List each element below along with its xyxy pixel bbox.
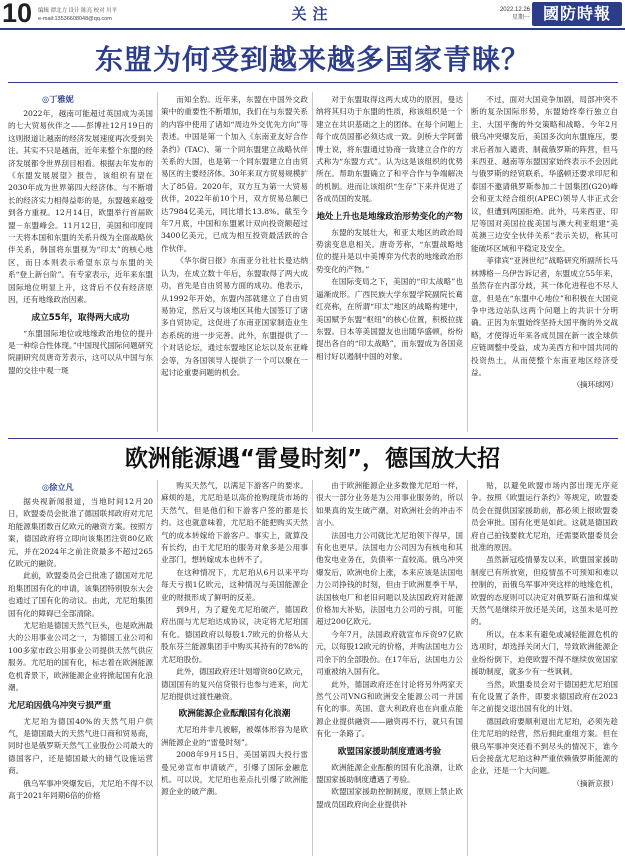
paragraph: 到9月，为了避免尤尼珀破产，德国政府出面与尤尼珀达成协议，决定将尤尼珀国有化。德国政府以每股1.7欧元的价格从大股东芬兰能源集团手中购买其持有的78%的尤尼珀股份。 xyxy=(161,605,308,664)
paragraph: 对于东盟取得这两大成功的原因，曼达纳将其归功于东盟的性质，称该组织是一个建立在共识基础之上的团体。在每个问题上每个成员国都必须达成一致。剑桥大学阿蕾博士说，将东盟通过协商一致建立合作的方式称为“东盟方式”。认为这是该组织的优势所在。帮助东盟确立了和平合作与争端解决的机制。进而让该组织“生存”下来并促进了各成员国的发展。 xyxy=(316,95,463,204)
paragraph: 菲律宾“亚洲世纪”战略研究所副所长马林博格－乌伊告诉记者，东盟成立55年来，虽然存在内部分歧，其一体化进程也不尽人意，但是在“东盟中心地位”和积极在大国竞争中选边站队这两个问题上的共识十分明确。正因为东盟始终坚持大国平衡的外交战略，才使得近年来各成员国在新一波全球供应链调整中受益，成为美西方和中国共同的投资热土，从而使整个东南亚地区经济受益。 xyxy=(471,256,618,377)
article1-headline: 东盟为何受到越来越多国家青睐？ xyxy=(94,43,530,76)
headline-rule xyxy=(8,82,618,83)
paragraph: 2022年，越南可能超过英国成为美国的七大贸易伙伴之——彭博社12月19日的这则报道让越南的经济发展速度再次受到关注。其实不只是越南，近年来整个东盟的经济发展都令世界刮目相看。根据去年发布的《东盟发展展望》报告，该组织有望在2030年成为世界第四大经济体。与不断增长的经济实力相得益彰的是，东盟越来越受到各方重视。12月14日，欧盟举行首届欧盟－东盟峰会。11月12日，美国和印度同一天将本国和东盟的关系升级为全面战略伙伴关系，韩国将东盟视为“印太”的核心地区，而日本则表示希望东京与东盟的关系“登上新台阶”。有专家表示，近年来东盟国际地位明显上升，这背后不仅有经济原因，还有地缘政治因素。 xyxy=(8,109,153,305)
paragraph: 尤尼珀为德国40%的天然气用户供气，是德国最大的天然气进口商和贸易商，同时也是俄罗斯天然气工业股份公司最大的德国客户，还是德国最大的储气设施运营商。 xyxy=(8,716,153,776)
column-divider xyxy=(312,92,313,432)
paragraph: 购买天然气，以满足下游客户的要求。麻烦的是，尤尼珀是以高价抢购现货市场的天然气，但是他们和下游客户签的都是长约。这也就意味着，尤尼珀不能把购买天然气的成本转嫁给下游客户。事实上，就算没有长约，由于尤尼珀的服务对象多是公用事业部门，想转嫁成本也转不了。 xyxy=(161,481,308,565)
paragraph: 尤尼珀是德国天然气巨头，也是欧洲最大的公用事业公司之一，为德国工业公司和100多家市政公用事业公司提供天然气供应服务。尤尼珀的国有化，标志着在欧洲能源危机背景下，欧洲能源企业将掀起国有化浪潮。 xyxy=(8,621,153,693)
paragraph: 东盟的发展壮大，和亚太地区的政治局势演变息息相关。唐奇芳称，“东盟战略地位的提升是以中美博弈为代表的地缘政治形势变化的产物。” xyxy=(316,227,463,274)
editors-line: 编辑 谭北力 设计 陈亮 校对 川平 xyxy=(38,8,118,14)
paragraph: 由于欧洲能源企业多数像尤尼珀一样，很大一部分业务是为公用事业服务的，所以如果真的发生破产潮，对欧洲社会的冲击不言小。 xyxy=(316,481,463,528)
paragraph: 此外，德国政府还计划增资80亿欧元，德国国有的复兴信贷银行也参与进来，向尤尼珀提供过渡性融资。 xyxy=(161,667,308,701)
paragraph: 法国电力公司就比尤尼珀领下得早，国有化也更早。法国电力公司因为有核电和其他发电业务在，负债率一直较高。俄乌冲突爆发后，欧洲电价上涨，本来应该是法国电力公司挣钱的时刻，但由于欧洲夏季干旱，法国核电厂和老旧问题以及法国政府对能源价格加大补贴，法国电力公司的亏损，可能超过200亿欧元。 xyxy=(316,530,463,627)
article2-column-4 xyxy=(471,480,618,856)
paragraph: 俄乌军事冲突爆发后，尤尼珀不得不以高于2021年同期6倍的价格 xyxy=(8,778,153,800)
article-separator xyxy=(8,438,618,439)
paragraph: 尤尼珀并非几被解，被媒体形容为是欧洲能源企业的“雷曼时刻”。 xyxy=(161,725,308,747)
paragraph: 德国政府要顺利退出尤尼珀，必须先趁住尤尼珀的经营，然后拥此重组方案。但在俄乌军事冲突还看不到尽头的情况下，谁今后会接盘尤尼珀这种严重依赖俄罗斯能源的企业，还是一个大问题。 xyxy=(471,716,618,776)
article2-column-1 xyxy=(8,496,153,856)
article1-subhead-2: 地处上升也是地缘政治形势变化的产物 xyxy=(316,211,463,222)
article1-subhead-1: 成立55年，取得两大成功 xyxy=(31,312,130,323)
page-number: 10 xyxy=(2,0,33,28)
article1-source: （摘环球网） xyxy=(572,380,618,390)
paragraph: 2008年9月15日，美国第四大投行雷曼兄弟宣布申请破产，引爆了国际金融危机。可以说，尤尼珀也差点扎引爆了欧洲能源企业的破产潮。 xyxy=(161,750,308,797)
paragraph: 而知全豹。近年来，东盟在中国外交政策中的重要性不断增加，我们在与东盟关系的内容中使用了诸如“周边外交优先方向”等表述。中国是第一个加入《东南亚友好合作条约》(TAC)、第一个同东盟建立战略伙伴关系的大国，也是第一个同东盟建立自由贸易区的主要经济体。30年来双方贸易规模扩大了85倍。2020年，双方互为第一大贸易伙伴，2022年前10个月，双方贸易总额已达7984亿美元，同比增长13.8%。截至今年7月底，中国和东盟累计双向投资额超过3400亿美元，已成为相互投资最活跃的合作伙伴。 xyxy=(161,95,308,253)
section-title: 关注 xyxy=(291,6,334,23)
article1-column-1 xyxy=(8,108,153,428)
article2-headline: 欧洲能源遇“雷曼时刻”，德国放大招 xyxy=(124,446,501,472)
paragraph: 今年7月，法国政府就宣布斥资97亿欧元，以每股12欧元的价格，并购法国电力公司余下的全部股份。在17年后，法国电力公司重被纳入国有化。 xyxy=(316,629,463,677)
paragraph: 虽然新冠疫情暴发以来，欧盟国家援助制度已有所放宽，但疫情虽不可预知和难以控制的，而俄乌军事冲突这样的地缘危机，欧盟的态度则可以决定对俄罗斯石油和煤炭天然气是继续开放还是关闭，这虽未是可控的。 xyxy=(471,555,618,627)
weekday-line: 星期一 xyxy=(511,15,530,21)
paragraph: 当然，欧盟委员会对于德国把尤尼珀国有化设置了条件，即要求德国政府在2023年之前提交退出国有化的计划。 xyxy=(471,679,618,714)
column-divider xyxy=(157,480,158,856)
paragraph: 此外，德国政府还在讨论将另外两家天然气公司VNG和欧洲安全能源公司一并国有化的事。英国、意大利政府也在向重点能源企业提供融资——融资再不行，就只有国有化一条路了。 xyxy=(316,679,463,739)
paragraph: 贴，以避免欧盟市场内部出现无序竞争。按照《欧盟运行条约》等规定，欧盟委员会在提供国家援助前，都必须上报欧盟委员会审批。国有化更是如此。这就是德国政府自己拍钱要救尤尼珀，还需要欧盟委员会批准的原因。 xyxy=(471,481,618,553)
column-divider xyxy=(157,92,158,432)
paragraph: 此前，欧盟委员会已批准了德国对尤尼珀集团国有化的申请，该集团特别股东大会也通过了国有化的动议。由此，尤尼珀集团国有化的障碍已全部清除。 xyxy=(8,571,153,618)
page-header xyxy=(0,0,625,30)
article1-column-2 xyxy=(161,94,308,428)
article2-source: （摘新京报） xyxy=(572,778,618,788)
article2-column-3 xyxy=(316,480,463,856)
article2-subhead-3: 欧盟国家援助制度遭遇考验 xyxy=(337,746,442,757)
paragraph: 所以，在本来有避免或减轻能源危机的选项时，却选择关闭大门，导致欧洲能源企业纷纷倒下，迫使欧盟不得不继续放宽国家援助制度，就多少有一些讽刺。 xyxy=(471,629,618,677)
paragraph: 不过，面对大国竞争加剧，局部冲突不断的复杂国际形势，东盟始终奉行独立自主、大国平衡的外交策略和战略。今年2月俄乌冲突爆发后，美国多次向东盟施压，要求后者加入谴责、制裁俄罗斯的阵营，但马来西亚、越南等东盟国家始终表示不会因此与俄罗斯的经贸联系。华盛顿还要求印尼和泰国不邀请俄罗斯参加二十国集团(G20)峰会和亚太经合组织(APEC)领导人非正式会议，但遭到两国拒绝。此外，马来西亚、印尼等国对美国拉拢美国与澳大利亚组建“美英澳三边安全伙伴关系”表示关切，称其可能破坏区域和平稳定及安全。 xyxy=(471,95,618,253)
paragraph: 欧盟国家援助控制制度，原则上禁止欧盟成员国政府向企业提供补 xyxy=(316,787,463,809)
article1-column-4 xyxy=(471,94,618,428)
paragraph: 欧洲能源企业酝酿的国有化浪潮，让欧盟国家援助制度遭遇了考验。 xyxy=(316,762,463,784)
article2-column-2 xyxy=(161,480,308,856)
issue-date xyxy=(488,6,530,22)
paragraph: 据央视新闻报道，当地时间12月20日，欧盟委员会批准了德国联邦政府对尤尼珀能源集团数百亿欧元的融资方案。按照方案，德国政府将立即向该集团注资80亿欧元，并在2024年之前注资最多不超过265亿欧元的融资。 xyxy=(8,497,153,569)
paragraph: 在国际变局之下，美国的“印太战略”也逼渐成形。广西民族大学东盟学院副院长葛红亮称，在所谓“印太”地区的战略构建中，美国赋予东盟“枢纽”的核心位置，积极拉拢东盟。日本等美国盟友也出随华盛顿，纷纷提出各自的“印太战略”，而东盟成为各国竞相讨好以遏制中国的对象。 xyxy=(316,277,463,361)
paragraph: “东盟国际地位或地缘政治地位的提升是一种综合性体现。”中国现代国际问题研究院副研究员唐奇芳表示，这可以从中国与东盟的交往中观一斑 xyxy=(8,328,153,375)
article1-column-3 xyxy=(316,94,463,428)
paragraph: 在这种情况下，尤尼珀从6月以来平均每天亏损1亿欧元，这种情况与美国能源企业的财报形成了鲜明的反差。 xyxy=(161,567,308,602)
newspaper-logo: 國防時報 xyxy=(532,2,622,26)
column-divider xyxy=(312,480,313,856)
article1-byline: ◎丁雅妮 xyxy=(42,94,74,104)
article2-byline: ◎徐立凡 xyxy=(42,482,74,492)
email-line: e-mail:13536608048@qq.com xyxy=(38,16,112,22)
column-divider xyxy=(467,92,468,432)
paragraph: 《华尔街日报》东南亚分社社长曼达纳认为，在成立数十年后，东盟取得了两大成功，首先是自由贸易方面的成功。他表示，从1992年开始，东盟内部就建立了自由贸易协定，然后又与该地区其他大国签订了诸多自贸协定，这促进了东南亚国家制造业生态系统的进一步完善。此外，东盟提供了一个对话论坛，通过东盟地区论坛以及东亚峰会等，为各国领导人提供了一个可以聚在一起讨论重要问题的机会。 xyxy=(161,256,308,377)
article2-subhead-1: 尤尼珀因俄乌冲突亏损严重 xyxy=(8,700,112,711)
column-divider xyxy=(467,480,468,856)
date-line: 2022.12.26 xyxy=(499,7,530,13)
article2-subhead-2: 欧洲能源企业酝酿国有化浪潮 xyxy=(178,709,291,720)
